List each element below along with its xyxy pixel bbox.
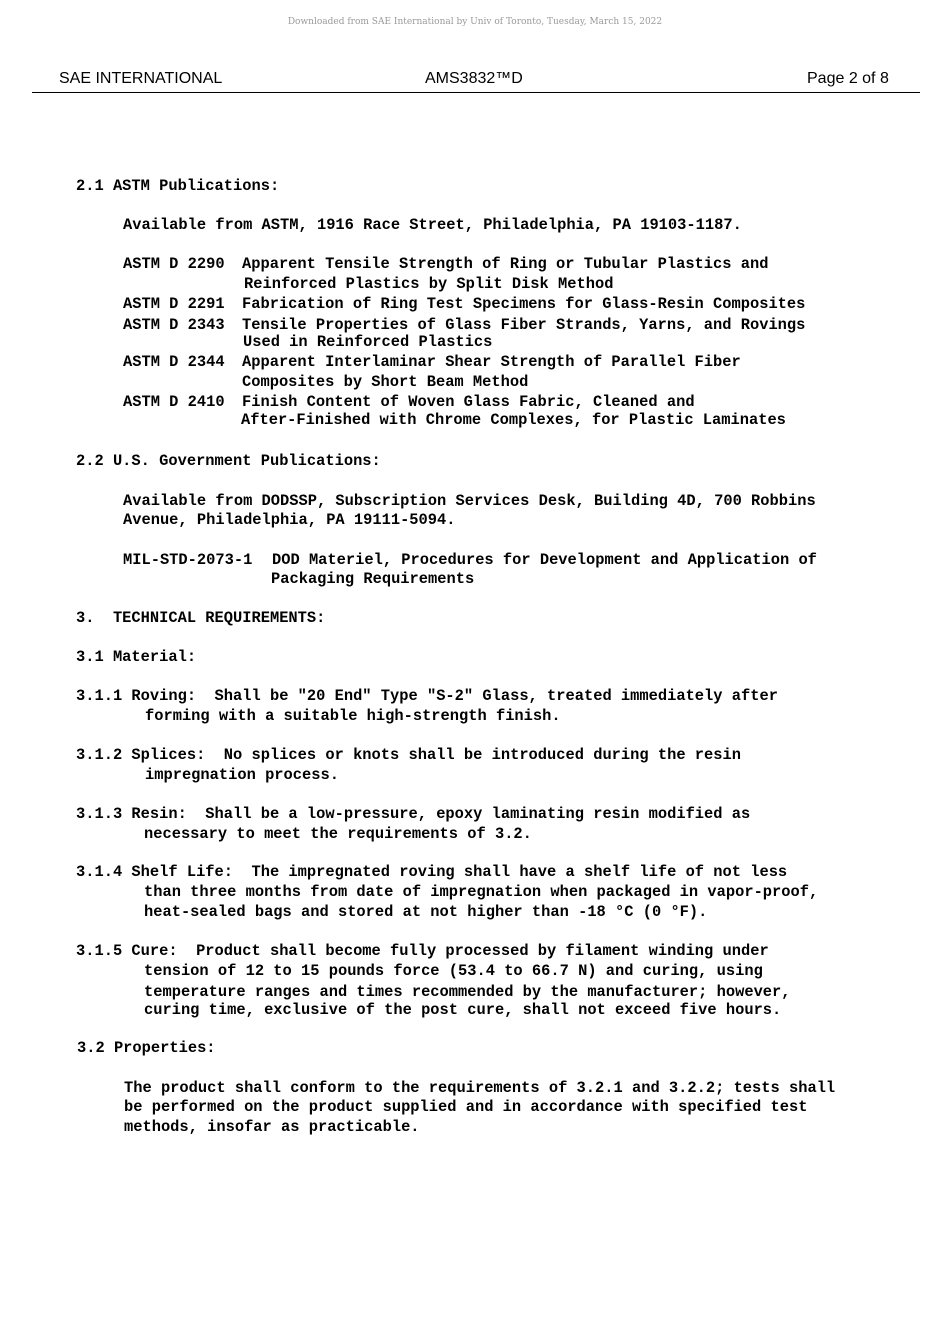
ref-code: ASTM D 2291 [123,295,225,313]
shelf-life-paragraph-cont: heat-sealed bags and stored at not higher than -18 °C (0 °F). [144,903,708,921]
shelf-life-paragraph-cont: than three months from date of impregnation when packaged in vapor-proof, [144,883,819,901]
cure-paragraph-cont: temperature ranges and times recommended by the manufacturer; however, [144,983,791,1001]
properties-paragraph: The product shall conform to the requirements of 3.2.1 and 3.2.2; tests shall [124,1079,836,1097]
splices-paragraph: 3.1.2 Splices: No splices or knots shall be introduced during the resin [76,746,741,764]
dodssp-availability: Available from DODSSP, Subscription Services Desk, Building 4D, 700 Robbins [123,492,816,510]
header-org: SAE INTERNATIONAL [59,70,223,87]
download-watermark: Downloaded from SAE International by Univ of Toronto, Tuesday, March 15, 2022 [287,17,663,27]
ref-title: DOD Materiel, Procedures for Development and Application of [272,551,817,569]
ref-code: ASTM D 2410 [123,393,225,411]
roving-paragraph-cont: forming with a suitable high-strength finish. [145,707,561,725]
resin-paragraph-cont: necessary to meet the requirements of 3.2. [144,825,532,843]
properties-paragraph-cont: be performed on the product supplied and in accordance with specified test [124,1098,808,1116]
dodssp-availability-cont: Avenue, Philadelphia, PA 19111-5094. [123,511,456,529]
ref-title-cont: Reinforced Plastics by Split Disk Method [244,275,614,293]
ref-title-cont: Composites by Short Beam Method [242,373,529,391]
ref-title: Tensile Properties of Glass Fiber Strands, Yarns, and Rovings [242,316,806,334]
ref-code: ASTM D 2344 [123,353,225,371]
section-3-1-heading: 3.1 Material: [76,648,197,666]
cure-paragraph: 3.1.5 Cure: Product shall become fully processed by filament winding under [76,942,769,960]
ref-code: ASTM D 2343 [123,316,225,334]
header-page-number: Page 2 of 8 [807,70,889,87]
splices-paragraph-cont: impregnation process. [145,766,339,784]
properties-paragraph-cont: methods, insofar as practicable. [124,1118,420,1136]
ref-title: Apparent Interlaminar Shear Strength of Parallel Fiber [242,353,741,371]
header-divider [32,92,920,93]
ref-code: ASTM D 2290 [123,255,225,273]
section-3-heading: 3. TECHNICAL REQUIREMENTS: [76,609,326,627]
ref-title: Finish Content of Woven Glass Fabric, Cleaned and [242,393,695,411]
roving-paragraph: 3.1.1 Roving: Shall be "20 End" Type "S-2" Glass, treated immediately after [76,687,778,705]
cure-paragraph-cont: curing time, exclusive of the post cure, shall not exceed five hours. [144,1001,782,1019]
section-3-2-heading: 3.2 Properties: [77,1039,216,1057]
ref-title-cont: After-Finished with Chrome Complexes, for Plastic Laminates [241,411,786,429]
ref-title: Apparent Tensile Strength of Ring or Tubular Plastics and [242,255,769,273]
ref-title-cont: Packaging Requirements [271,570,475,588]
cure-paragraph-cont: tension of 12 to 15 pounds force (53.4 to 66.7 N) and curing, using [144,962,763,980]
header-doc-id: AMS3832™D [425,70,523,87]
ref-title-cont: Used in Reinforced Plastics [243,333,493,351]
section-2-1-heading: 2.1 ASTM Publications: [76,177,280,195]
section-2-2-heading: 2.2 U.S. Government Publications: [76,452,381,470]
shelf-life-paragraph: 3.1.4 Shelf Life: The impregnated roving shall have a shelf life of not less [76,863,788,881]
resin-paragraph: 3.1.3 Resin: Shall be a low-pressure, epoxy laminating resin modified as [76,805,751,823]
ref-title: Fabrication of Ring Test Specimens for Glass-Resin Composites [242,295,806,313]
astm-availability: Available from ASTM, 1916 Race Street, Philadelphia, PA 19103-1187. [123,216,742,234]
ref-code: MIL-STD-2073-1 [123,551,253,569]
